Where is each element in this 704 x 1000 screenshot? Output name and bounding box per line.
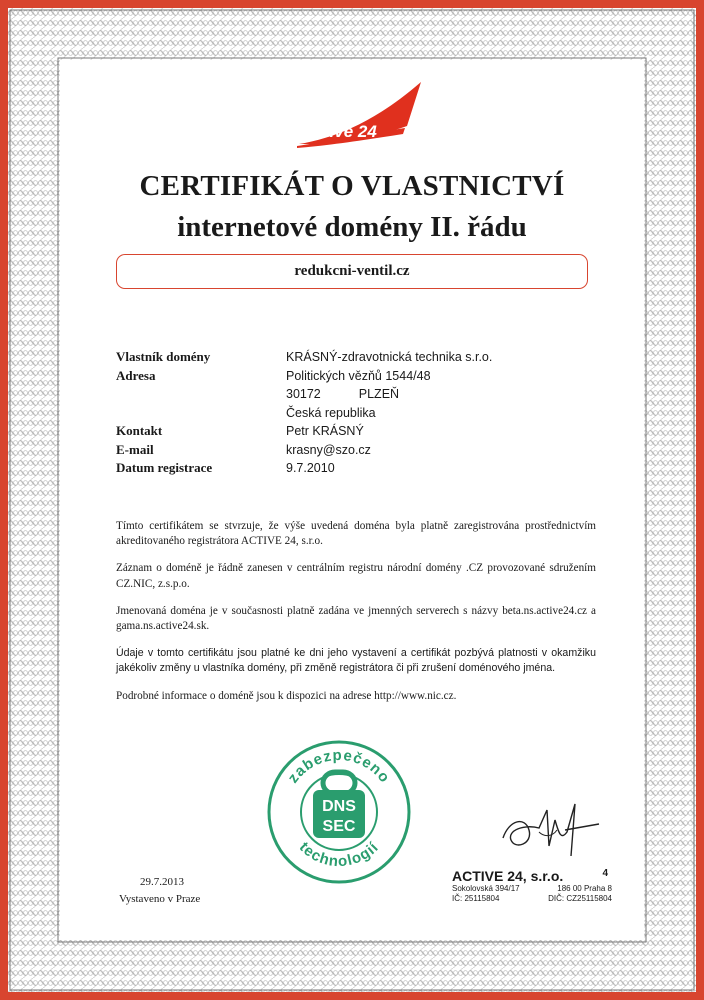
company-stamp — [452, 868, 612, 904]
issue-place: Vystaveno v Praze — [119, 893, 201, 905]
dnssec-seal — [265, 738, 413, 886]
registration-date-label: Datum registrace — [116, 460, 213, 475]
address-label: Adresa — [116, 367, 156, 383]
domain-name-box: redukcni-ventil.cz — [116, 254, 588, 289]
stamp-ic: IČ: 25115804 — [452, 894, 500, 903]
svg-text:technologií — [296, 839, 383, 870]
contact-label: Kontakt — [116, 423, 163, 438]
certificate-title: CERTIFIKÁT O VLASTNICTVÍ — [139, 170, 565, 202]
issue-date: 29.7.2013 — [140, 876, 184, 888]
registration-date-value: 9.7.2010 — [286, 461, 335, 475]
address-street: Politických vězňů 1544/48 — [286, 368, 431, 383]
registration-date-row — [116, 459, 596, 478]
address-city: PLZEŇ — [358, 387, 400, 401]
seal-dns-text: DNS — [322, 798, 356, 815]
stamp-zip-city: 186 00 Praha 8 — [557, 884, 612, 893]
address-row — [116, 367, 596, 386]
paragraph-nameservers: Jmenovaná doména je v současnosti platně zadána ve jmenných serverech s názvy beta.ns.active24.cz a gama.ns.active24.sk. — [116, 604, 596, 633]
stamp-number: 4 — [602, 868, 608, 879]
contact-value: Petr KRÁSNÝ — [286, 424, 364, 438]
email-row — [116, 441, 596, 460]
email-value: krasny@szo.cz — [286, 442, 371, 457]
stamp-street: Sokolovská 394/17 — [452, 884, 520, 893]
seal-bottom-text: technologií — [295, 838, 383, 871]
address-zip: 30172 — [286, 387, 321, 401]
certificate-text — [116, 519, 596, 716]
seal-sec-text: SEC — [322, 818, 356, 835]
logo-text: active 24 — [305, 122, 377, 141]
address-country: Česká republika — [286, 405, 376, 420]
owner-label: Vlastník domény — [116, 349, 211, 364]
certificate-subtitle: internetové domény II. řádu — [177, 211, 527, 243]
stamp-company-name: ACTIVE 24, s.r.o. — [452, 868, 564, 884]
paragraph-validity: Údaje v tomto certifikátu jsou platné ke dni jeho vystavení a certifikát pozbývá platnosti v okamžiku jakékoliv změny u vlastníka domény, při změně registrátora či při zrušení doménového jména. — [116, 647, 596, 675]
paragraph-more-info: Podrobné informace o doméně jsou k dispozici na adrese http://www.nic.cz. — [116, 689, 457, 702]
owner-row — [116, 348, 596, 367]
active24-logo — [295, 82, 425, 152]
stamp-dic: DIČ: CZ25115804 — [548, 894, 612, 903]
paragraph-registry: Záznam o doméně je řádně zanesen v centrálním registru národní domény .CZ provozované sdružením CZ.NIC, z.s.p.o. — [116, 562, 596, 590]
contact-row — [116, 422, 596, 441]
domain-info-table — [116, 348, 596, 478]
seal-top-text: zabezpečeno — [284, 746, 394, 787]
address-city-row — [116, 385, 596, 404]
address-country-row — [116, 404, 596, 423]
email-label: E-mail — [116, 441, 154, 457]
handwritten-signature — [495, 790, 605, 870]
owner-value: KRÁSNÝ-zdravotnická technika s.r.o. — [286, 350, 493, 364]
paragraph-registration: Tímto certifikátem se stvrzuje, že výše uvedená doména byla platně zaregistrována prostřednictvím akreditovaného registrátora ACTIVE 24, s.r.o. — [116, 520, 596, 548]
